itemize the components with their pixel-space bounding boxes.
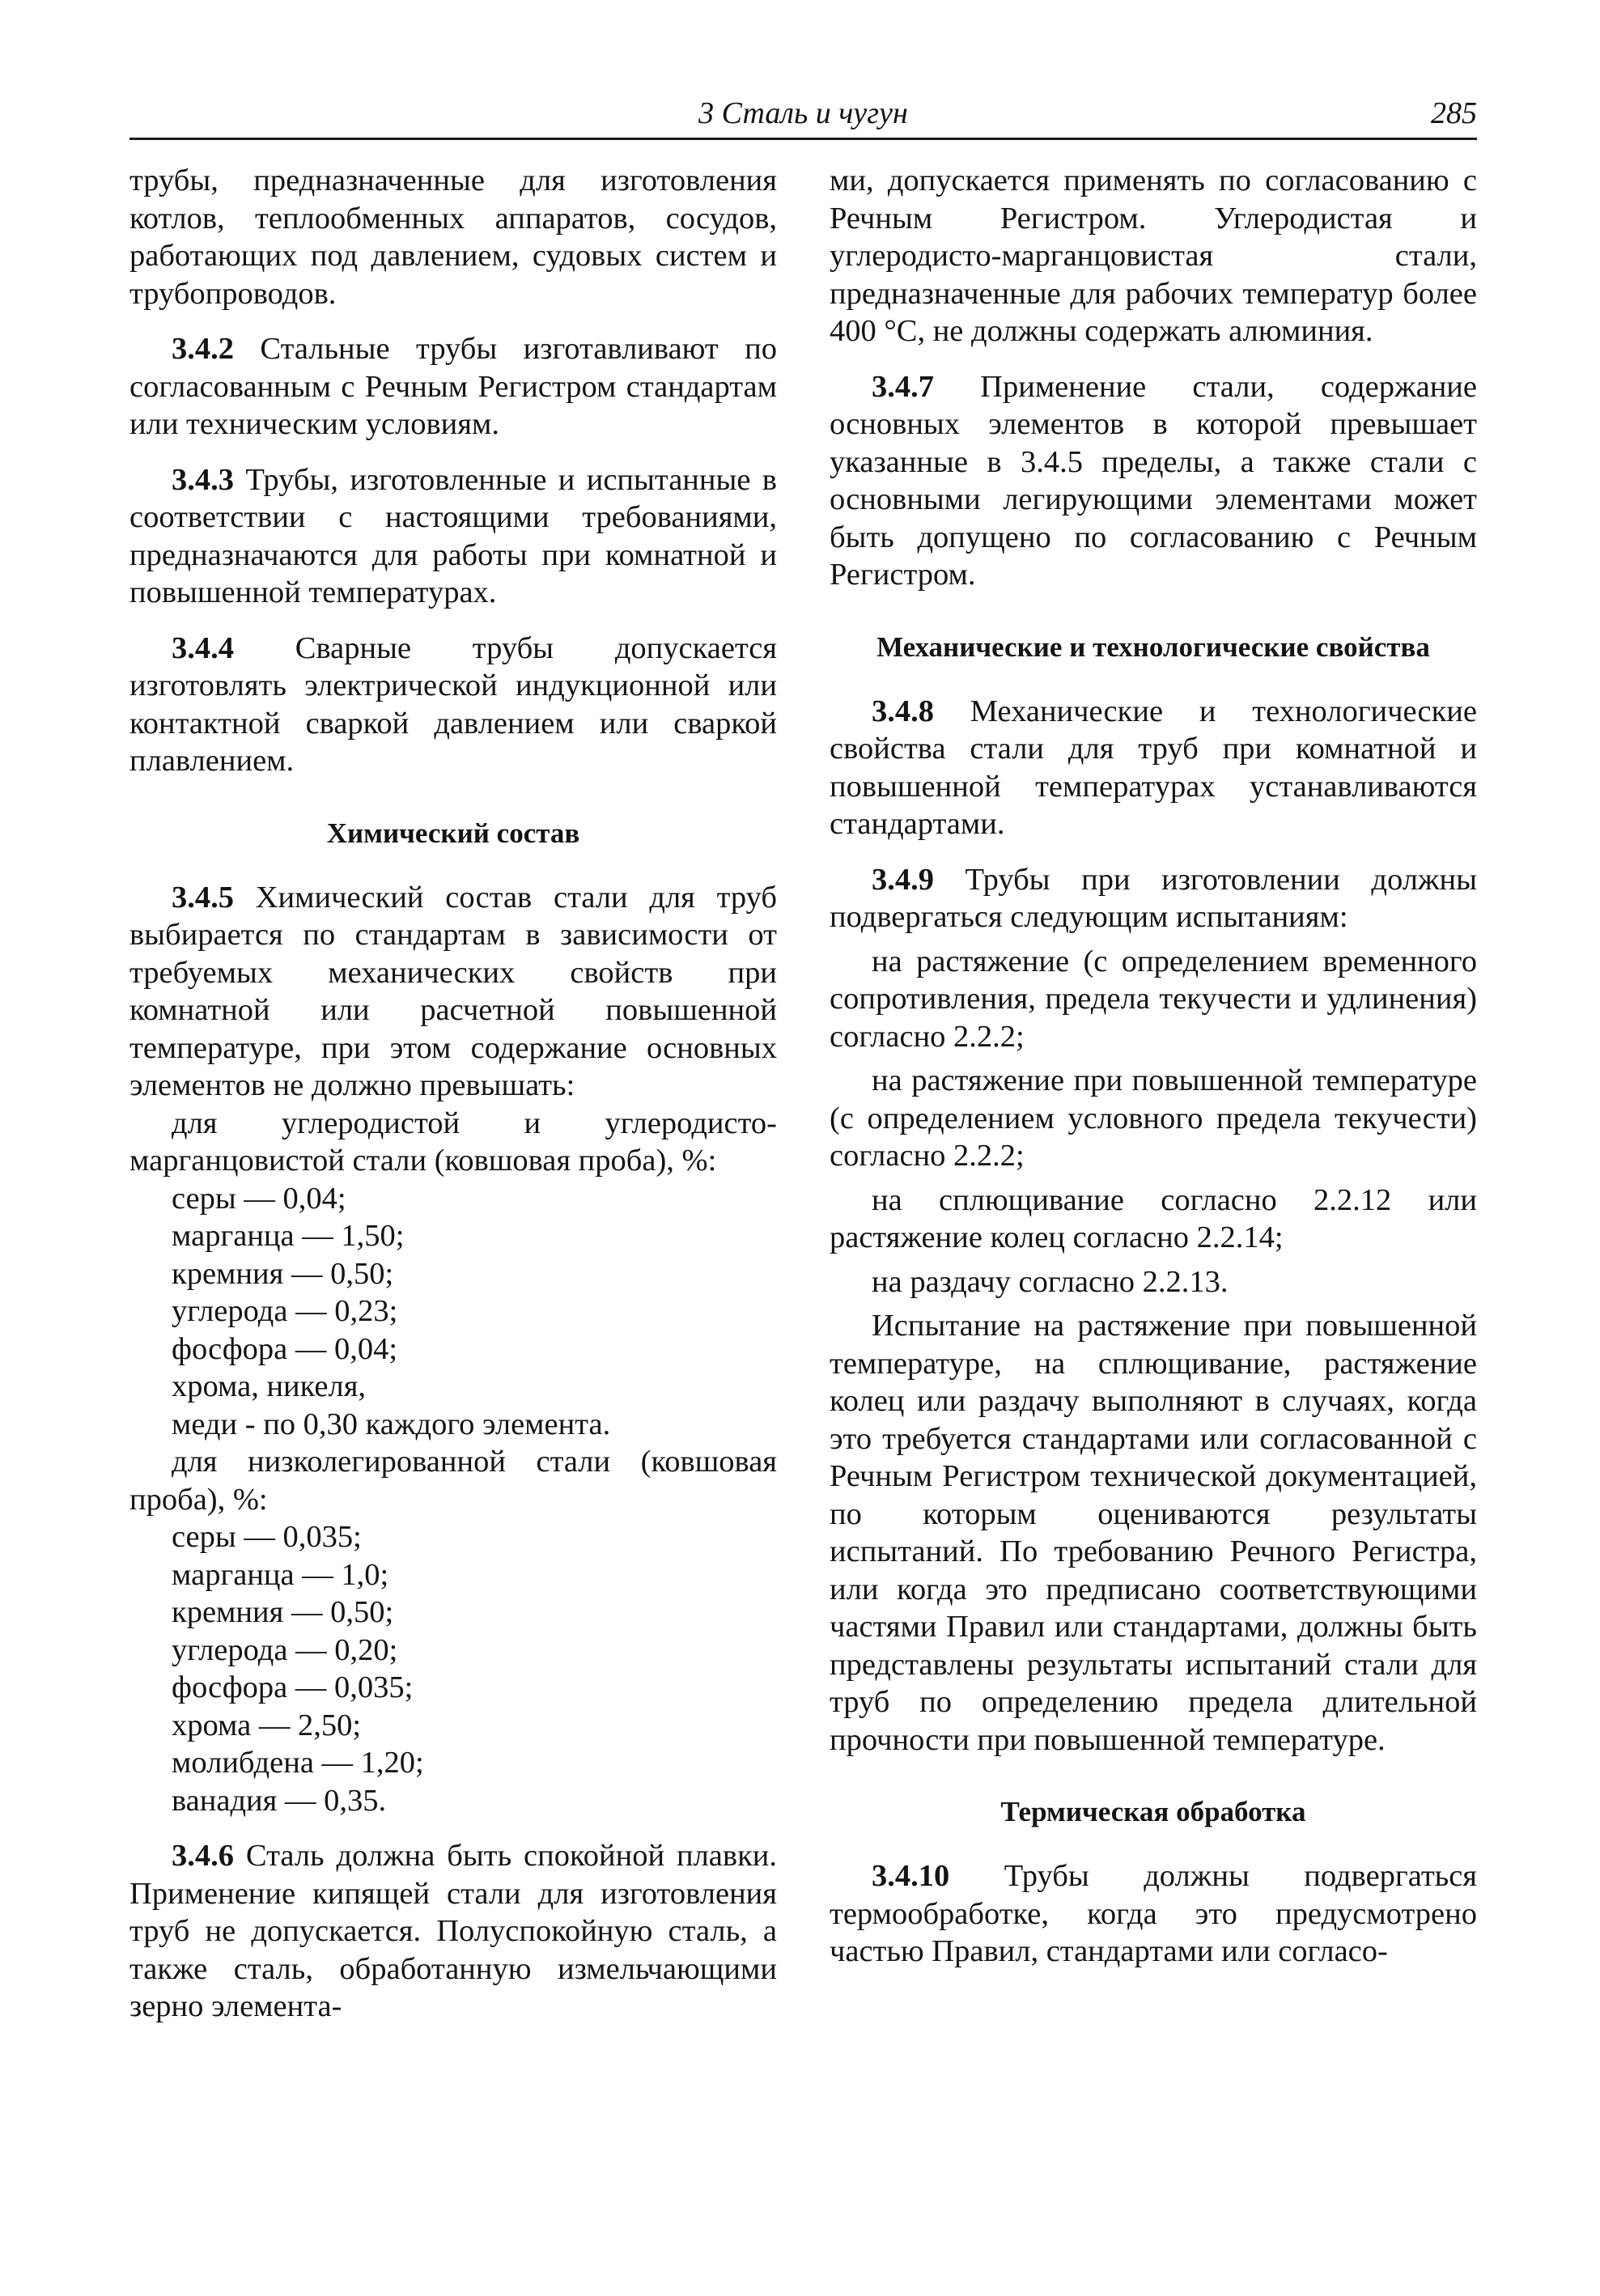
list-item: марганца — 1,50; [172,1219,405,1253]
clause-number: 3.4.8 [872,694,934,728]
clause-text: Сталь должна быть спокойной плавки. Применение кипящей стали для изготовления труб не допускается. Полуспокойную сталь, а также сталь, обработанную измельчающими зерно элемента- [129,1839,777,2023]
list-item: ванадия — 0,35. [172,1783,387,1818]
paragraph-3-4-2 [129,330,777,443]
carbon-steel-limits-list [129,1180,777,1444]
paragraph-continuation: ми, допускается применять по согласованию с Речным Регистром. Углеродистая и углеродисто-марганцовистая стали, предназначенные для рабочих температур более 400 °C, не должны содержать алюминия. [830,163,1477,348]
left-column [129,162,777,2026]
test-item: на растяжение (с определением временного сопротивления, предела текучести и удлинения) согласно 2.2.2; [830,944,1477,1054]
header-rule [129,138,1477,140]
test-item: на сплющивание согласно 2.2.12 или растяжение колец согласно 2.2.14; [830,1182,1477,1254]
clause-number: 3.4.5 [172,880,234,915]
paragraph-intro: трубы, предназначенные для изготовления котлов, теплообменных аппаратов, сосудов, работающих под давлением, судовых систем и трубопроводов. [129,163,777,311]
clause-number: 3.4.10 [872,1859,950,1893]
list-item: молибдена — 1,20; [172,1746,424,1780]
paragraph-3-4-5 [129,879,777,1105]
clause-text: Механические и технологические свойства стали для труб при комнатной и повышенной температурах устанавливаются стандартами. [830,694,1477,841]
list-item: серы — 0,035; [172,1520,362,1554]
section-heading-chemical-composition: Химический состав [326,817,580,849]
clause-number: 3.4.4 [172,630,234,665]
list-item: кремния — 0,50; [172,1256,394,1291]
section-heading-heat-treatment: Термическая обработка [1000,1796,1306,1827]
list-item: кремния — 0,50; [172,1595,394,1629]
list-item: марганца — 1,0; [172,1557,389,1592]
paragraph-3-4-3 [129,461,777,612]
paragraph-3-4-10 [830,1857,1477,1971]
paragraph-3-4-6 [129,1837,777,2026]
paragraph-3-4-4 [129,630,777,780]
clause-number: 3.4.7 [872,369,934,404]
running-title: 3 Сталь и чугун [698,96,908,130]
paragraph-3-4-7 [830,368,1477,594]
clause-text: Химический состав стали для труб выбирается по стандартам в зависимости от требуемых механических свойств при комнатной или расчетной повышенной температуре, при этом содержание основных элементов не должно превышать: [129,880,777,1102]
low-alloy-steel-limits-list [129,1518,777,1819]
carbon-steel-intro: для углеродистой и углеродисто-марганцовистой стали (ковшовая проба), %: [129,1106,777,1178]
list-item: хрома — 2,50; [172,1708,362,1742]
paragraph-test-note: Испытание на растяжение при повышенной температуре, на сплющивание, растяжение колец или раздачу выполняют в случаях, когда это требуется стандартами или согласованной с Речным Регистром технической документацией, по которым оцениваются результаты испытаний. По требованию Речного Регистра, или когда это предписано соответствующими частями Правил или стандартами, должны быть представлены результаты испытаний стали для труб по определению предела длительной прочности при повышенной температуре. [830,1309,1477,1757]
section-heading-mechanical-properties: Механические и технологические свойства [876,630,1430,663]
page-number: 285 [1431,96,1477,130]
clause-text: Трубы при изготовлении должны подвергаться следующим испытаниям: [830,862,1477,934]
clause-number: 3.4.6 [172,1839,234,1873]
clause-text: Сварные трубы допускается изготовлять электрической индукционной или контактной сваркой давлением или сваркой плавлением. [129,630,777,778]
clause-number: 3.4.3 [172,462,234,497]
running-header [129,91,1477,139]
list-item: углерода — 0,23; [172,1294,398,1328]
paragraph-3-4-9 [830,861,1477,936]
list-item: углерода — 0,20; [172,1632,398,1667]
paragraph-3-4-8 [830,693,1477,843]
clause-text: Стальные трубы изготавливают по согласованным с Речным Регистром стандартам или техническим условиям. [129,332,777,441]
clause-number: 3.4.9 [872,862,934,897]
list-item: серы — 0,04; [172,1181,346,1216]
low-alloy-steel-intro: для низколегированной стали (ковшовая проба), %: [129,1445,777,1517]
clause-number: 3.4.2 [172,332,234,366]
right-column [830,162,1477,1971]
clause-text: Трубы должны подвергаться термообработке, когда это предусмотрено частью Правил, стандартами или согласо- [830,1859,1477,1968]
clause-text: Применение стали, содержание основных элементов в которой превышает указанные в 3.4.5 пределы, а также стали с основными легирующими элементами может быть допущено по согласованию с Речным Регистром. [830,369,1477,592]
test-item: на растяжение при повышенной температуре (с определением условного предела текучести) согласно 2.2.2; [830,1063,1477,1173]
clause-text: Трубы, изготовленные и испытанные в соответствии с настоящими требованиями, предназначаются для работы при комнатной и повышенной температурах. [129,462,777,609]
list-item: меди - по 0,30 каждого элемента. [172,1407,611,1441]
list-item: фосфора — 0,04; [172,1331,398,1366]
list-item: фосфора — 0,035; [172,1670,414,1704]
test-item: на раздачу согласно 2.2.13. [872,1264,1229,1299]
list-item: хрома, никеля, [172,1369,367,1403]
